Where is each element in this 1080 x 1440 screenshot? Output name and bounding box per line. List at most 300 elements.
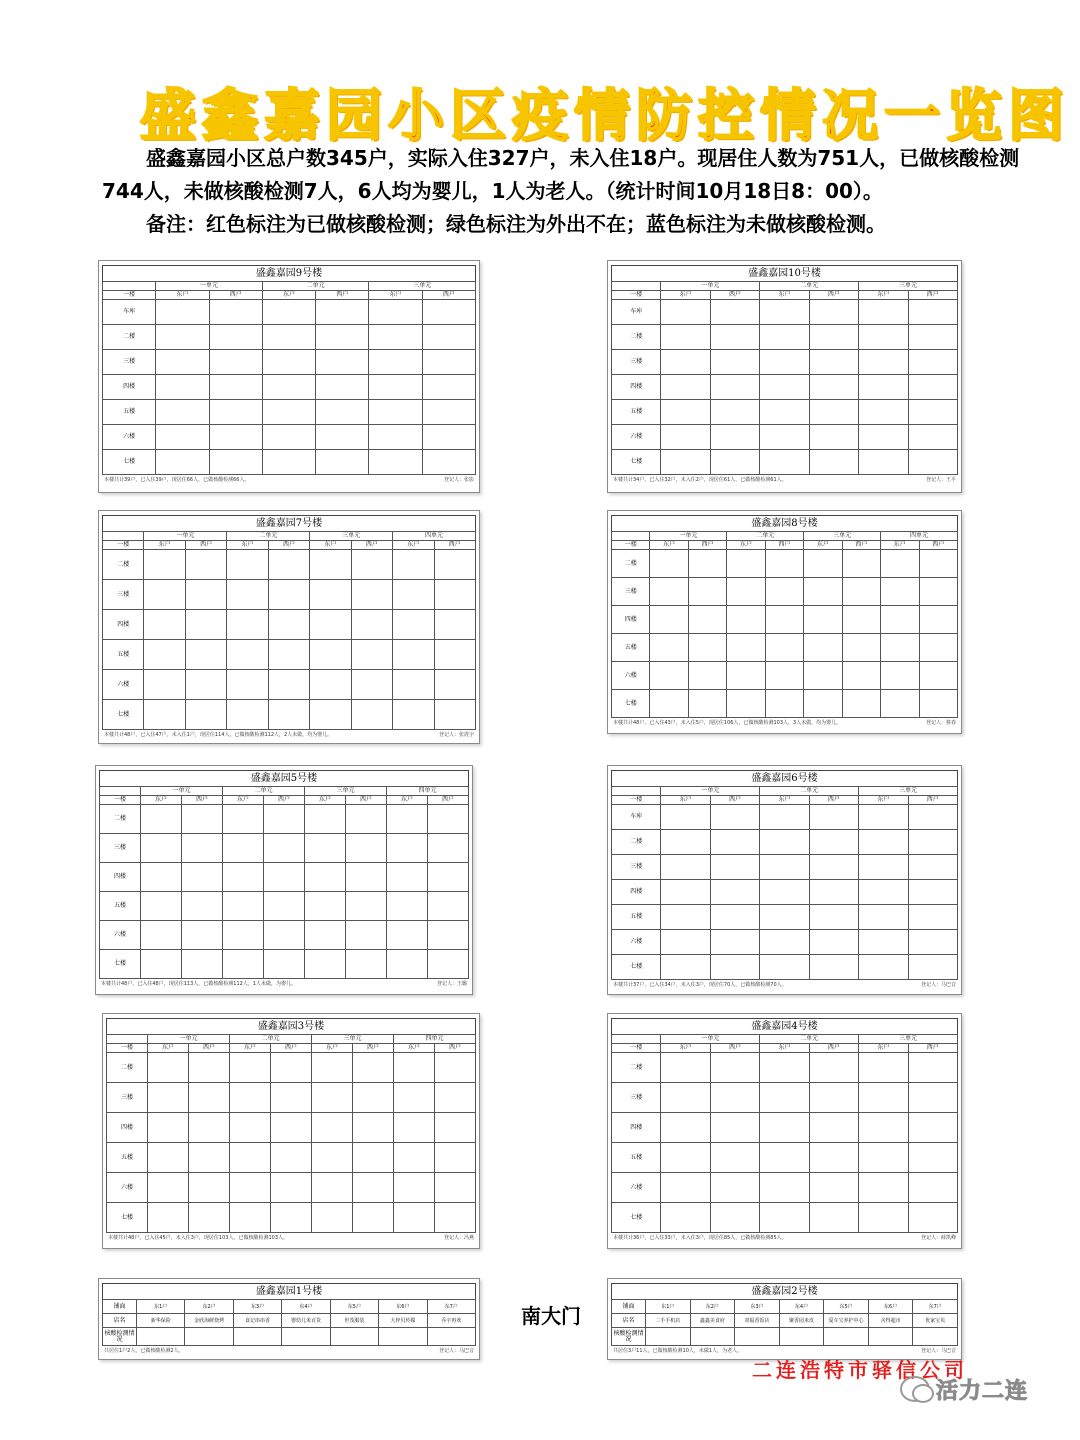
- household-cell: [661, 805, 710, 830]
- household-cell: [189, 1083, 230, 1113]
- floor-label: 三楼: [100, 834, 141, 863]
- table-row: [103, 640, 476, 670]
- east-header: 东户: [369, 291, 422, 300]
- household-cell: [305, 950, 346, 979]
- household-cell: [268, 700, 309, 730]
- household-cell: [881, 690, 919, 718]
- household-cell: [727, 662, 765, 690]
- west-header: 西户: [268, 541, 309, 550]
- building-title: 盛鑫嘉园7号楼: [102, 515, 476, 531]
- household-cell: [182, 950, 223, 979]
- household-cell: [760, 880, 809, 905]
- floor-label: 五楼: [612, 1143, 661, 1173]
- household-cell: [144, 670, 185, 700]
- floor-label: 车库: [612, 300, 661, 325]
- floor-label: 六楼: [107, 1173, 148, 1203]
- footer-registrar: 登记人：冯燕: [443, 1235, 474, 1241]
- household-cell: [353, 1113, 394, 1143]
- corner-cell: [612, 1035, 661, 1044]
- table-row: [612, 1143, 958, 1173]
- household-cell: [209, 400, 262, 425]
- household-cell: [189, 1053, 230, 1083]
- household-cell: [908, 930, 957, 955]
- household-cell: [369, 325, 422, 350]
- footer-stats: 共居住3户11人，已做核酸检测10人，未做1人，为老人。: [613, 1348, 743, 1354]
- shop-number: 东4户: [779, 1300, 824, 1314]
- household-cell: [264, 863, 305, 892]
- west-header: 西户: [908, 1044, 957, 1053]
- building-table: [102, 531, 476, 730]
- floor-label: 四楼: [612, 880, 661, 905]
- household-cell: [919, 690, 958, 718]
- household-cell: [268, 610, 309, 640]
- household-cell: [661, 300, 710, 325]
- unit-header: 二单元: [760, 787, 859, 796]
- footer-stats: 本楼共计48户，已入住48户，现居住113人，已做核酸检测112人，1人未做，为婴儿。: [101, 981, 296, 987]
- row-label: 铺面: [612, 1300, 646, 1314]
- footer-stats: 共居住1户2人，已做核酸检测2人。: [104, 1348, 184, 1354]
- household-cell: [264, 921, 305, 950]
- building-table: [99, 786, 469, 979]
- household-cell: [859, 955, 908, 980]
- household-cell: [428, 834, 469, 863]
- household-cell: [859, 1203, 908, 1233]
- household-cell: [908, 830, 957, 855]
- household-cell: [727, 550, 765, 578]
- floor-label: 四楼: [612, 1113, 661, 1143]
- watermark-text: 活力二连: [936, 1378, 1029, 1404]
- floor-label: 七楼: [107, 1203, 148, 1233]
- household-cell: [688, 690, 726, 718]
- shop-name: 金欣海鲜烧烤: [185, 1314, 233, 1328]
- household-cell: [881, 606, 919, 634]
- household-cell: [908, 1053, 957, 1083]
- household-cell: [310, 640, 351, 670]
- household-cell: [227, 580, 268, 610]
- household-cell: [223, 950, 264, 979]
- table-row: [612, 450, 958, 475]
- household-cell: [189, 1203, 230, 1233]
- household-cell: [156, 375, 209, 400]
- household-cell: [908, 325, 957, 350]
- household-cell: [144, 640, 185, 670]
- household-cell: [804, 606, 842, 634]
- unit-header: 三单元: [310, 532, 393, 541]
- household-cell: [316, 375, 369, 400]
- footer-registrar: 登记人：马巴音: [920, 1348, 956, 1354]
- household-cell: [428, 863, 469, 892]
- floor-label: 四楼: [103, 375, 156, 400]
- household-cell: [189, 1173, 230, 1203]
- test-status: [185, 1328, 233, 1346]
- unit-header: 三单元: [859, 1035, 958, 1044]
- household-cell: [230, 1173, 271, 1203]
- floor-label: 四楼: [612, 375, 661, 400]
- household-cell: [312, 1053, 353, 1083]
- household-cell: [393, 670, 434, 700]
- row-label: 店名: [103, 1314, 137, 1328]
- household-cell: [809, 955, 858, 980]
- floor-label: 三楼: [612, 855, 661, 880]
- household-cell: [760, 855, 809, 880]
- footer-stats: 本楼共计48户，已入住47户，未入住1户，现居住114人，已做核酸检测112人，2人未做，均为婴儿。: [104, 732, 333, 738]
- household-cell: [393, 580, 434, 610]
- household-cell: [230, 1203, 271, 1233]
- table-row: [612, 1203, 958, 1233]
- west-header: 西户: [316, 291, 369, 300]
- shop-number: 东2户: [690, 1300, 735, 1314]
- household-cell: [141, 863, 182, 892]
- household-cell: [804, 690, 842, 718]
- household-cell: [346, 805, 387, 834]
- household-cell: [312, 1173, 353, 1203]
- floor-label: 七楼: [612, 690, 650, 718]
- floor-label: 七楼: [100, 950, 141, 979]
- household-cell: [264, 892, 305, 921]
- household-cell: [209, 375, 262, 400]
- household-cell: [661, 880, 710, 905]
- footer-registrar: 登记人：王平: [925, 477, 956, 483]
- household-cell: [223, 834, 264, 863]
- household-cell: [435, 1203, 476, 1233]
- table-row: [103, 350, 476, 375]
- floor-label: 五楼: [100, 892, 141, 921]
- building-5-panel: [95, 765, 473, 995]
- household-cell: [182, 921, 223, 950]
- household-cell: [859, 300, 908, 325]
- household-cell: [908, 1173, 957, 1203]
- east-header: 东户: [156, 291, 209, 300]
- household-cell: [369, 400, 422, 425]
- shop-number: 东1户: [137, 1300, 185, 1314]
- floor-label: 七楼: [612, 450, 661, 475]
- floor-label: 五楼: [612, 634, 650, 662]
- household-cell: [422, 450, 475, 475]
- building-table: [611, 786, 958, 980]
- household-cell: [710, 325, 759, 350]
- household-cell: [305, 834, 346, 863]
- west-header: 西户: [688, 541, 726, 550]
- household-cell: [394, 1053, 435, 1083]
- test-status: [735, 1328, 780, 1346]
- household-cell: [859, 930, 908, 955]
- household-cell: [661, 1083, 710, 1113]
- household-cell: [148, 1173, 189, 1203]
- floor-label: 四楼: [100, 863, 141, 892]
- household-cell: [223, 921, 264, 950]
- test-status: [913, 1328, 958, 1346]
- table-row: [612, 300, 958, 325]
- east-header: 东户: [305, 796, 346, 805]
- floor-label: 三楼: [612, 1083, 661, 1113]
- household-cell: [661, 425, 710, 450]
- household-cell: [435, 1143, 476, 1173]
- household-cell: [305, 805, 346, 834]
- household-cell: [650, 578, 688, 606]
- household-cell: [141, 805, 182, 834]
- household-cell: [227, 700, 268, 730]
- building-title: 盛鑫嘉园10号楼: [611, 265, 958, 281]
- building-2-panel: [607, 1278, 962, 1360]
- household-cell: [760, 955, 809, 980]
- household-cell: [223, 863, 264, 892]
- shop-number: 东1户: [646, 1300, 691, 1314]
- household-cell: [262, 300, 315, 325]
- household-cell: [809, 1053, 858, 1083]
- household-cell: [387, 834, 428, 863]
- unit-header: 一单元: [148, 1035, 230, 1044]
- building-title: 盛鑫嘉园6号楼: [611, 770, 958, 786]
- household-cell: [346, 950, 387, 979]
- shop-number: 东6户: [868, 1300, 913, 1314]
- household-cell: [908, 450, 957, 475]
- row-label: 店名: [612, 1314, 646, 1328]
- household-cell: [661, 325, 710, 350]
- floor-label: 七楼: [103, 700, 144, 730]
- west-header: 西户: [353, 1044, 394, 1053]
- building-footer: [102, 1346, 476, 1357]
- household-cell: [271, 1053, 312, 1083]
- floor-header: 一楼: [103, 291, 156, 300]
- household-cell: [908, 400, 957, 425]
- household-cell: [710, 955, 759, 980]
- household-cell: [710, 1173, 759, 1203]
- household-cell: [809, 300, 858, 325]
- west-header: 西户: [346, 796, 387, 805]
- test-status: [330, 1328, 378, 1346]
- floor-label: 六楼: [612, 425, 661, 450]
- household-cell: [182, 892, 223, 921]
- test-status: [779, 1328, 824, 1346]
- table-row: [107, 1203, 476, 1233]
- household-cell: [710, 450, 759, 475]
- household-cell: [264, 834, 305, 863]
- household-cell: [760, 930, 809, 955]
- east-header: 东户: [661, 1044, 710, 1053]
- household-cell: [661, 350, 710, 375]
- east-header: 东户: [387, 796, 428, 805]
- household-cell: [227, 550, 268, 580]
- shop-name: 鑫鑫美食府: [690, 1314, 735, 1328]
- household-cell: [346, 921, 387, 950]
- table-row: [103, 700, 476, 730]
- household-cell: [369, 425, 422, 450]
- household-cell: [262, 425, 315, 450]
- household-cell: [765, 690, 803, 718]
- household-cell: [809, 930, 858, 955]
- household-cell: [688, 606, 726, 634]
- household-cell: [688, 634, 726, 662]
- household-cell: [710, 880, 759, 905]
- east-header: 东户: [650, 541, 688, 550]
- shop-number: 东3户: [735, 1300, 780, 1314]
- household-cell: [710, 1143, 759, 1173]
- test-status: [282, 1328, 330, 1346]
- household-cell: [434, 700, 476, 730]
- household-cell: [353, 1203, 394, 1233]
- floor-label: 二楼: [612, 550, 650, 578]
- household-cell: [804, 662, 842, 690]
- household-cell: [271, 1203, 312, 1233]
- shop-number: 东4户: [282, 1300, 330, 1314]
- household-cell: [859, 905, 908, 930]
- east-header: 东户: [223, 796, 264, 805]
- household-cell: [859, 425, 908, 450]
- household-cell: [271, 1173, 312, 1203]
- household-cell: [394, 1083, 435, 1113]
- household-cell: [182, 805, 223, 834]
- shop-number: 东3户: [233, 1300, 281, 1314]
- household-cell: [661, 1053, 710, 1083]
- household-cell: [710, 855, 759, 880]
- table-row: [103, 375, 476, 400]
- shop-name: 二手手机店: [646, 1314, 691, 1328]
- household-cell: [760, 300, 809, 325]
- floor-header: 一楼: [612, 291, 661, 300]
- household-cell: [661, 1113, 710, 1143]
- household-cell: [346, 892, 387, 921]
- test-status: [690, 1328, 735, 1346]
- household-cell: [148, 1053, 189, 1083]
- household-cell: [650, 634, 688, 662]
- east-header: 东户: [727, 541, 765, 550]
- table-row: [103, 610, 476, 640]
- household-cell: [422, 400, 475, 425]
- household-cell: [842, 662, 880, 690]
- household-cell: [859, 325, 908, 350]
- household-cell: [809, 880, 858, 905]
- household-cell: [710, 930, 759, 955]
- household-cell: [185, 580, 226, 610]
- household-cell: [271, 1083, 312, 1113]
- page-title: 盛鑫嘉园小区疫情防控情况一览图: [140, 83, 1070, 149]
- household-cell: [881, 634, 919, 662]
- household-cell: [908, 350, 957, 375]
- household-cell: [393, 610, 434, 640]
- row-label: 核酸检测情况: [103, 1328, 137, 1346]
- unit-header: 三单元: [804, 532, 881, 541]
- household-cell: [227, 610, 268, 640]
- east-header: 东户: [144, 541, 185, 550]
- table-row: [612, 578, 958, 606]
- household-cell: [305, 892, 346, 921]
- household-cell: [209, 425, 262, 450]
- household-cell: [760, 450, 809, 475]
- unit-header: 一单元: [661, 787, 760, 796]
- west-header: 西户: [351, 541, 392, 550]
- household-cell: [182, 863, 223, 892]
- unit-header: 三单元: [312, 1035, 394, 1044]
- east-header: 东户: [394, 1044, 435, 1053]
- building-title: 盛鑫嘉园1号楼: [102, 1283, 476, 1299]
- table-row: [612, 425, 958, 450]
- household-cell: [919, 662, 958, 690]
- table-row: [103, 300, 476, 325]
- floor-label: 六楼: [103, 425, 156, 450]
- east-header: 东户: [310, 541, 351, 550]
- shop-number: 东5户: [330, 1300, 378, 1314]
- test-status: [233, 1328, 281, 1346]
- household-cell: [859, 450, 908, 475]
- footer-registrar: 登记人：王璐: [436, 981, 467, 987]
- shop-number: 东2户: [185, 1300, 233, 1314]
- building-footer: [99, 979, 469, 990]
- unit-header: 一单元: [144, 532, 227, 541]
- shop-name: 舍得超市: [868, 1314, 913, 1328]
- table-row: [612, 550, 958, 578]
- table-row: [612, 805, 958, 830]
- shop-number: 东7户: [913, 1300, 958, 1314]
- unit-header: 一单元: [141, 787, 223, 796]
- building-title: 盛鑫嘉园2号楼: [611, 1283, 958, 1299]
- table-row: [107, 1113, 476, 1143]
- household-cell: [661, 1143, 710, 1173]
- household-cell: [156, 425, 209, 450]
- shop-name: 世茂服装: [330, 1314, 378, 1328]
- west-header: 西户: [809, 796, 858, 805]
- building-table: [102, 1299, 476, 1346]
- household-cell: [661, 905, 710, 930]
- household-cell: [268, 670, 309, 700]
- table-row: [100, 921, 469, 950]
- household-cell: [710, 1083, 759, 1113]
- household-cell: [351, 640, 392, 670]
- household-cell: [394, 1143, 435, 1173]
- east-header: 东户: [760, 1044, 809, 1053]
- household-cell: [710, 375, 759, 400]
- building-4-panel: [607, 1013, 962, 1249]
- shop-name: 大梓贝传媒: [379, 1314, 427, 1328]
- unit-header: 四单元: [387, 787, 469, 796]
- shop-name: 双福香饭店: [735, 1314, 780, 1328]
- floor-label: 五楼: [612, 905, 661, 930]
- west-header: 西户: [435, 1044, 476, 1053]
- east-header: 东户: [804, 541, 842, 550]
- household-cell: [881, 578, 919, 606]
- building-table: [611, 1034, 958, 1233]
- corner-cell: [100, 787, 141, 796]
- household-cell: [650, 690, 688, 718]
- household-cell: [209, 350, 262, 375]
- unit-header: 四单元: [394, 1035, 476, 1044]
- household-cell: [141, 834, 182, 863]
- building-footer: [102, 475, 476, 486]
- household-cell: [316, 425, 369, 450]
- shop-name: 聚香园米皮: [779, 1314, 824, 1328]
- floor-label: 二楼: [107, 1053, 148, 1083]
- household-cell: [209, 325, 262, 350]
- household-cell: [422, 425, 475, 450]
- unit-header: 一单元: [661, 1035, 760, 1044]
- household-cell: [310, 670, 351, 700]
- household-cell: [760, 1053, 809, 1083]
- table-row: [612, 325, 958, 350]
- household-cell: [434, 640, 476, 670]
- shop-number: 东5户: [824, 1300, 869, 1314]
- household-cell: [189, 1143, 230, 1173]
- east-header: 东户: [859, 291, 908, 300]
- household-cell: [661, 1173, 710, 1203]
- household-cell: [859, 805, 908, 830]
- footer-registrar: 登记人：马巴音: [438, 1348, 474, 1354]
- floor-label: 车库: [103, 300, 156, 325]
- building-7-panel: [98, 510, 480, 744]
- floor-label: 车库: [612, 805, 661, 830]
- test-status: [137, 1328, 185, 1346]
- household-cell: [908, 375, 957, 400]
- household-cell: [351, 580, 392, 610]
- household-cell: [310, 610, 351, 640]
